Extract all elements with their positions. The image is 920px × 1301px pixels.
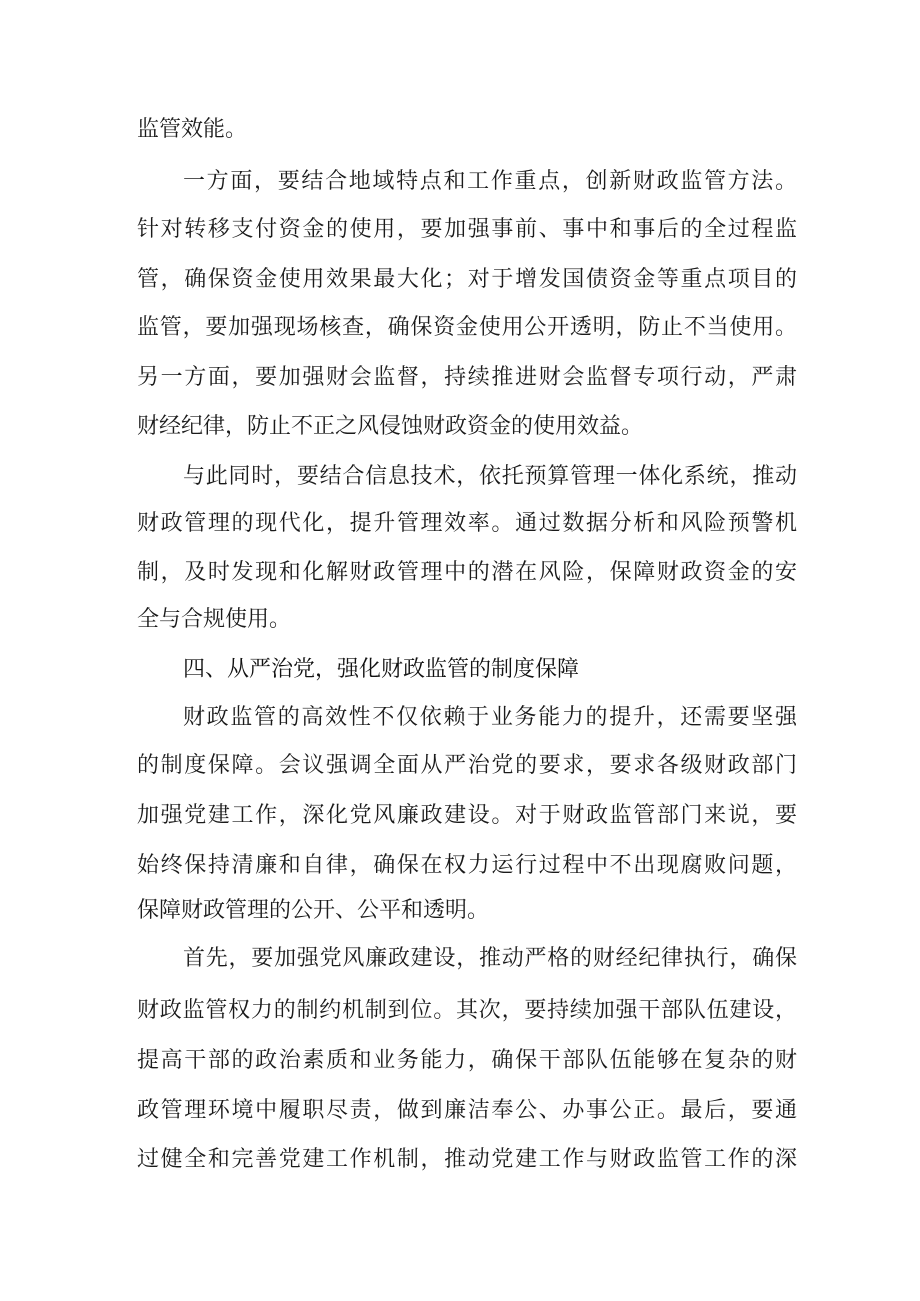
text-line: 财政管理的现代化，提升管理效率。通过数据分析和风险预警机 <box>137 511 797 536</box>
text-line: 针对转移支付资金的使用，要加强事前、事中和事后的全过程监 <box>137 217 797 242</box>
text-line: 首先，要加强党风廉政建设，推动严格的财经纪律执行，确保 <box>183 946 797 971</box>
text-line: 财经纪律，防止不正之风侵蚀财政资金的使用效益。 <box>137 414 644 439</box>
text-line: 财政监管的高效性不仅依赖于业务能力的提升，还需要坚强 <box>183 705 797 730</box>
text-line: 始终保持清廉和自律，确保在权力运行过程中不出现腐败问题， <box>137 853 797 878</box>
text-line: 全与合规使用。 <box>137 607 292 632</box>
text-line: 另一方面，要加强财会监督，持续推进财会监督专项行动，严肃 <box>137 365 797 390</box>
text-line: 财政监管权力的制约机制到位。其次，要持续加强干部队伍建设， <box>137 998 797 1023</box>
text-line: 提高干部的政治素质和业务能力，确保干部队伍能够在复杂的财 <box>137 1048 797 1073</box>
text-line: 的制度保障。会议强调全面从严治党的要求，要求各级财政部门 <box>137 753 797 778</box>
text-line: 保障财政管理的公开、公平和透明。 <box>137 898 490 923</box>
text-line: 监管，要加强现场核查，确保资金使用公开透明，防止不当使用。 <box>137 315 797 340</box>
text-line: 管，确保资金使用效果最大化；对于增发国债资金等重点项目的 <box>137 267 797 292</box>
section-heading: 四、从严治党，强化财政监管的制度保障 <box>183 657 580 682</box>
text-line: 一方面，要结合地域特点和工作重点，创新财政监管方法。 <box>183 169 797 194</box>
text-line: 过健全和完善党建工作机制，推动党建工作与财政监管工作的深 <box>137 1147 797 1172</box>
text-line: 制，及时发现和化解财政管理中的潜在风险，保障财政资金的安 <box>137 560 797 585</box>
text-line: 与此同时，要结合信息技术，依托预算管理一体化系统，推动 <box>183 464 797 489</box>
text-line: 政管理环境中履职尽责，做到廉洁奉公、办事公正。最后，要通 <box>137 1098 797 1123</box>
text-line: 监管效能。 <box>137 117 248 142</box>
text-line: 加强党建工作，深化党风廉政建设。对于财政监管部门来说，要 <box>137 803 797 828</box>
